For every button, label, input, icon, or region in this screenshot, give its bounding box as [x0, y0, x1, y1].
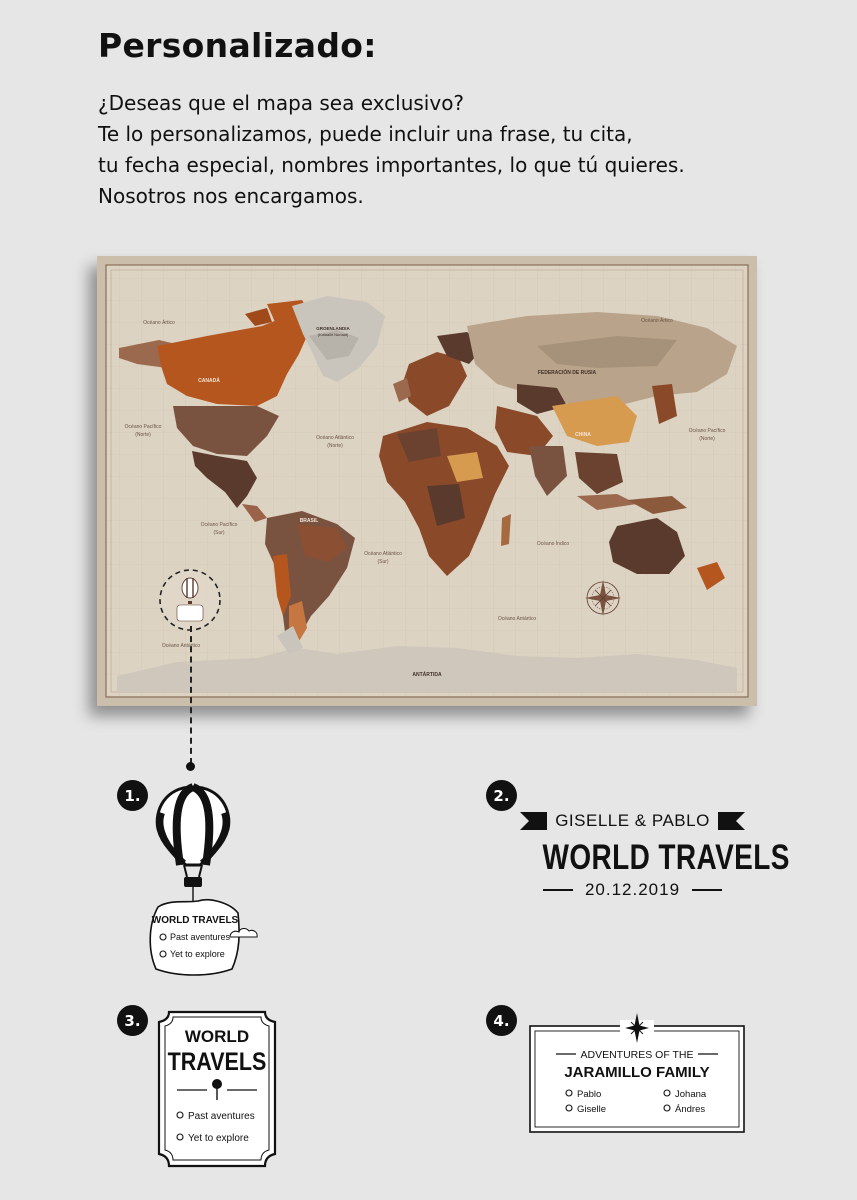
option-3-item: Yet to explore	[188, 1133, 249, 1144]
world-map-canvas	[97, 256, 757, 706]
place-label: GROENLANDIA	[316, 326, 350, 331]
ribbon-right	[718, 812, 745, 830]
option-1-design	[140, 783, 270, 983]
callout-connector-dot	[186, 762, 195, 771]
option-number: 2.	[486, 780, 517, 811]
place-label: BRASIL	[299, 518, 319, 524]
ocean-label: Océano Antártico	[161, 643, 201, 649]
ocean-label: Océano Atlántico	[316, 435, 354, 441]
page-heading: Personalizado:	[98, 26, 377, 65]
ocean-label: Océano Ártico	[143, 320, 175, 326]
divider	[692, 889, 722, 891]
divider	[543, 889, 573, 891]
option-3-title-line2: TRAVELS	[167, 1047, 267, 1076]
option-4-name: Johana	[675, 1089, 707, 1100]
option-1-title: WORLD TRAVELS	[151, 915, 239, 926]
ocean-label: Océano Pacífico	[200, 522, 238, 528]
option-4-name: Pablo	[577, 1089, 602, 1100]
intro-text	[98, 88, 798, 212]
option-4-title: JARAMILLO FAMILY	[564, 1064, 710, 1081]
option-1-item: Past aventures	[170, 932, 231, 942]
balloon-callout	[160, 570, 220, 630]
intro-line: ¿Deseas que el mapa sea exclusivo?	[98, 91, 465, 115]
place-label: CHINA	[575, 432, 591, 438]
ocean-label: (Sur)	[377, 559, 389, 565]
ocean-label: Océano Índico	[536, 541, 570, 547]
option-3-title-line1: WORLD	[184, 1027, 250, 1046]
option-4-name: Giselle	[577, 1104, 607, 1115]
option-4-name: Ándres	[675, 1104, 706, 1115]
option-number: 1.	[117, 780, 148, 811]
ocean-label: Océano Atlántico	[364, 551, 402, 557]
option-2-names: GISELLE & PABLO	[555, 811, 710, 830]
ocean-label: (Sur)	[213, 530, 225, 536]
option-2-date: 20.12.2019	[584, 880, 681, 899]
option-4-design	[528, 1010, 748, 1136]
option-2-title: WORLD TRAVELS	[542, 838, 790, 877]
ocean-label: Océano Ártico	[641, 318, 673, 324]
ocean-label: (Norte)	[699, 436, 715, 442]
ribbon-left	[520, 812, 547, 830]
place-label: ANTÁRTIDA	[412, 672, 442, 678]
hot-air-balloon-icon	[157, 787, 229, 901]
option-4-subtitle: ADVENTURES OF THE	[580, 1049, 694, 1061]
option-3-design	[155, 1008, 280, 1170]
callout-connector	[190, 626, 192, 764]
intro-line: Te lo personalizamos, puede incluir una frase, tu cita,	[98, 122, 633, 146]
ocean-label: (Norte)	[135, 432, 151, 438]
option-number: 4.	[486, 1005, 517, 1036]
ocean-label: Océano Pacífico	[688, 428, 726, 434]
ocean-label: Océano Antártico	[497, 616, 537, 622]
ocean-label: Océano Pacífico	[124, 424, 162, 430]
option-1-item: Yet to explore	[170, 949, 225, 959]
place-label: CANADÁ	[198, 378, 220, 384]
place-label: FEDERACIÓN DE RUSIA	[537, 370, 597, 376]
option-3-item: Past aventures	[188, 1111, 255, 1122]
intro-line: tu fecha especial, nombres importantes, lo que tú quieres.	[98, 153, 685, 177]
option-number: 3.	[117, 1005, 148, 1036]
intro-line: Nosotros nos encargamos.	[98, 184, 364, 208]
option-2-design	[520, 808, 790, 900]
place-label: (Kalaallit Nunaat)	[317, 332, 349, 337]
ocean-label: (Norte)	[327, 443, 343, 449]
